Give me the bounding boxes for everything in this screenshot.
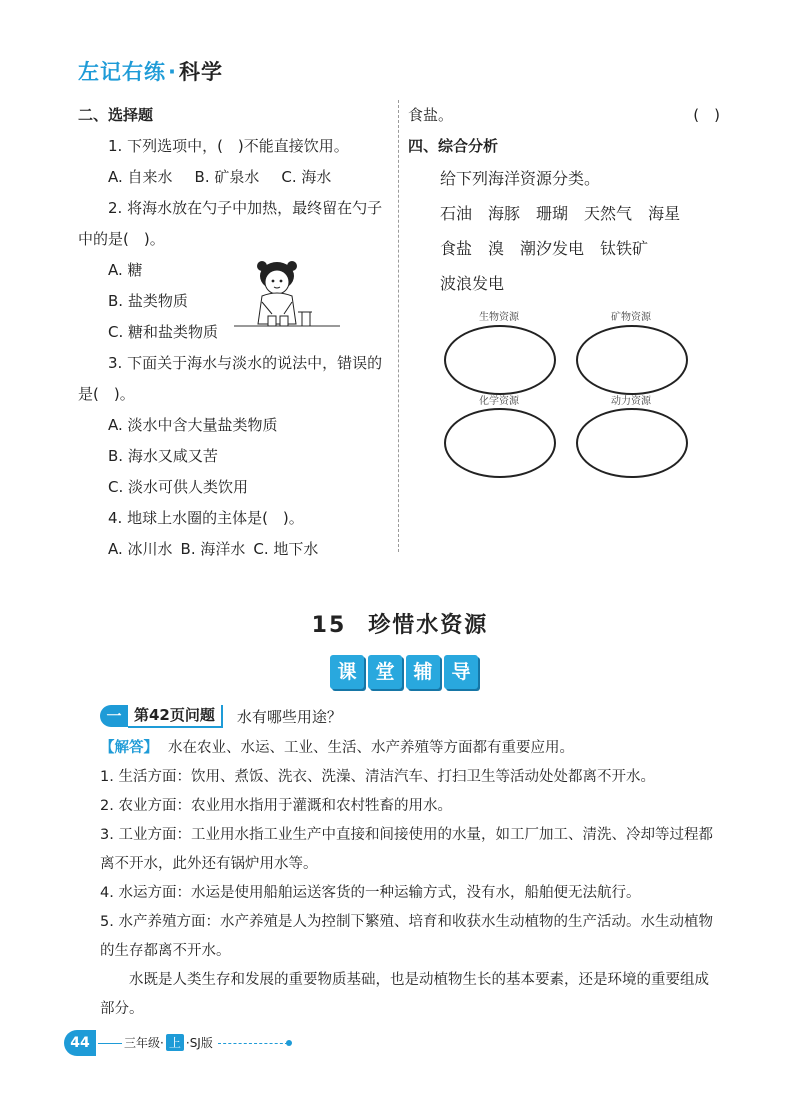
brand-title bbox=[78, 56, 223, 86]
tag-char: 辅 bbox=[406, 655, 440, 689]
option: C. 淡水可供人类饮用 bbox=[108, 478, 249, 496]
oval-biological[interactable] bbox=[444, 325, 556, 395]
right-column bbox=[408, 100, 728, 301]
word: 天然气 bbox=[584, 204, 633, 223]
footer-term: 上 bbox=[166, 1034, 184, 1051]
section-title-choice: 二、选择题 bbox=[78, 106, 154, 124]
word: 溴 bbox=[488, 239, 505, 258]
word: 潮汐发电 bbox=[520, 239, 585, 258]
lesson-number: 15 bbox=[311, 613, 347, 638]
section-title-analysis: 四、综合分析 bbox=[408, 137, 499, 155]
answer-intro: 水在农业、水运、工业、生活、水产养殖等方面都有重要应用。 bbox=[168, 740, 574, 756]
question-4: 4. 地球上水圈的主体是( )。 bbox=[108, 509, 304, 527]
section-tags bbox=[330, 655, 478, 689]
option: A. 冰川水 bbox=[108, 540, 173, 558]
answer-item: 3. 工业方面：工业用水指工业生产中直接和间接使用的水量，如工厂加工、清洗、冷却等过程都离不开水，此外还有锅炉用水等。 bbox=[100, 827, 713, 872]
answer-body bbox=[100, 734, 720, 1024]
word-row-3 bbox=[408, 266, 728, 301]
page-number: 44 bbox=[64, 1030, 96, 1056]
oval-label-chemical: 化学资源 bbox=[479, 396, 519, 407]
question-text: 水有哪些用途？ bbox=[236, 707, 342, 726]
option: A. 自来水 bbox=[108, 168, 173, 186]
tag-char: 导 bbox=[444, 655, 478, 689]
word: 钛铁矿 bbox=[600, 239, 649, 258]
question-title: 第42页问题 bbox=[128, 705, 223, 728]
brand-dot: · bbox=[168, 60, 177, 84]
question-1: 1. 下列选项中，( )不能直接饮用。 bbox=[108, 137, 349, 155]
option: C. 地下水 bbox=[253, 540, 319, 558]
word-row-2 bbox=[408, 231, 728, 266]
oval-label-mineral: 矿物资源 bbox=[611, 312, 651, 323]
answer-item: 4. 水运方面：水运是使用船舶运送客货的一种运输方式，没有水，船舶便无法航行。 bbox=[100, 885, 641, 901]
oval-label-power: 动力资源 bbox=[611, 396, 651, 407]
question-badge: 一 bbox=[100, 705, 128, 727]
question-4-options bbox=[78, 534, 388, 565]
answer-item: 1. 生活方面：饮用、煮饭、洗衣、洗澡、清洁汽车、打扫卫生等活动处处都离不开水。 bbox=[100, 769, 655, 785]
word: 珊瑚 bbox=[536, 204, 569, 223]
answer-label: 【解答】 bbox=[100, 740, 158, 756]
instruction: 给下列海洋资源分类。 bbox=[440, 169, 601, 188]
option: B. 盐类物质 bbox=[108, 292, 188, 310]
option: A. 淡水中含大量盐类物质 bbox=[108, 416, 278, 434]
footer-dashed-line bbox=[218, 1043, 288, 1044]
tag-char: 堂 bbox=[368, 655, 402, 689]
question-heading bbox=[100, 704, 342, 728]
word: 石油 bbox=[440, 204, 473, 223]
footer-info: 三年级· 上 ·SJ版 bbox=[124, 1036, 213, 1050]
word: 波浪发电 bbox=[440, 274, 505, 293]
answer-paren: ( ) bbox=[693, 106, 720, 124]
tag-char: 课 bbox=[330, 655, 364, 689]
word: 海豚 bbox=[488, 204, 521, 223]
answer-conclusion: 水既是人类生存和发展的重要物质基础，也是动植物生长的基本要素，还是环境的重要组成部分。 bbox=[100, 972, 709, 1017]
option: B. 矿泉水 bbox=[194, 168, 260, 186]
footer-edition: SJ版 bbox=[189, 1036, 213, 1050]
oval-label-biological: 生物资源 bbox=[479, 312, 519, 323]
oval-power[interactable] bbox=[576, 408, 688, 478]
word-row-1 bbox=[408, 196, 728, 231]
option: A. 糖 bbox=[108, 261, 143, 279]
answer-intro-line bbox=[100, 734, 720, 763]
lesson-name: 珍惜水资源 bbox=[368, 613, 489, 638]
oval-mineral[interactable] bbox=[576, 325, 688, 395]
word: 食盐 bbox=[440, 239, 473, 258]
option: C. 海水 bbox=[281, 168, 332, 186]
question-2: 2. 将海水放在勺子中加热，最终留在勺子中的是( )。 bbox=[78, 199, 383, 248]
lesson-title bbox=[0, 608, 800, 639]
carry-text: 食盐。 bbox=[408, 106, 454, 124]
word: 海星 bbox=[648, 204, 681, 223]
oval-chemical[interactable] bbox=[444, 408, 556, 478]
option: C. 糖和盐类物质 bbox=[108, 323, 219, 341]
option: B. 海水又咸又苦 bbox=[108, 447, 218, 465]
carry-line bbox=[408, 100, 728, 131]
option: B. 海洋水 bbox=[180, 540, 246, 558]
answer-item: 2. 农业方面：农业用水指用于灌溉和农村牲畜的用水。 bbox=[100, 798, 452, 814]
answer-item: 5. 水产养殖方面：水产养殖是人为控制下繁殖、培育和收获水生动植物的生产活动。水生动植物的生存都离不开水。 bbox=[100, 914, 713, 959]
girl-experiment-illustration bbox=[232, 256, 342, 342]
question-1-options bbox=[78, 162, 388, 193]
footer-dot bbox=[286, 1040, 292, 1046]
question-3: 3. 下面关于海水与淡水的说法中，错误的是( )。 bbox=[78, 354, 383, 403]
footer-line bbox=[98, 1043, 122, 1044]
brand-name: 左记右练 bbox=[78, 60, 166, 84]
footer-grade: 三年级 bbox=[124, 1036, 161, 1050]
subject-name: 科学 bbox=[178, 60, 223, 84]
column-divider bbox=[398, 100, 399, 552]
